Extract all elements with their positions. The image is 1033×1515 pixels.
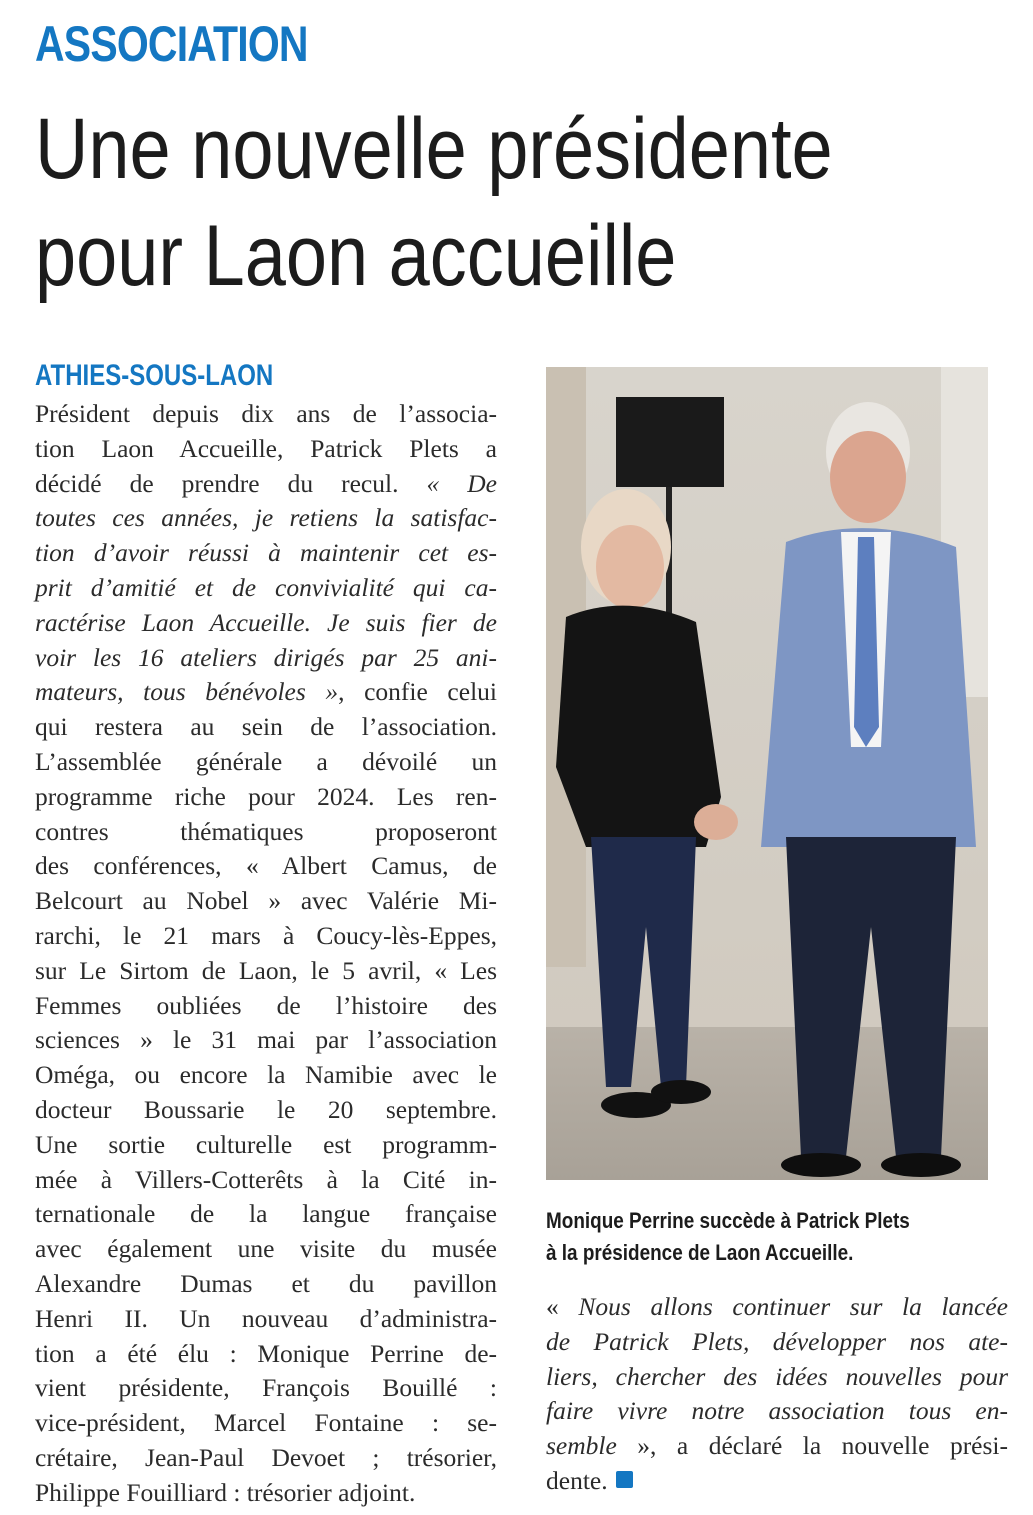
quote-open: « xyxy=(546,1292,579,1321)
body-line: toutes ces années, je retiens la satisfac- xyxy=(35,503,497,533)
quote-end: dente. xyxy=(546,1465,608,1495)
body-line: tion Laon Accueille, Patrick Plets a xyxy=(35,433,497,463)
dateline: ATHIES-SOUS-LAON xyxy=(35,359,274,392)
headline-line-1: Une nouvelle présidente xyxy=(35,101,833,197)
photo-caption xyxy=(546,1205,950,1269)
quote-text: semble xyxy=(546,1431,617,1461)
body-line: tion a été élu : Monique Perrine de- xyxy=(35,1338,497,1368)
body-line: rarchi, le 21 mars à Coucy-lès-Eppes, xyxy=(35,920,497,950)
body-line: L’assemblée générale a dévoilé un xyxy=(35,746,497,776)
body-line: docteur Boussarie le 20 septembre. xyxy=(35,1094,497,1124)
body-line: sciences » le 31 mai par l’association xyxy=(35,1025,497,1055)
section-kicker: ASSOCIATION xyxy=(35,16,308,72)
body-line: Oméga, ou encore la Namibie avec le xyxy=(35,1060,497,1090)
quote-line: liers, chercher des idées nouvelles pour xyxy=(546,1361,1008,1391)
body-line: voir les 16 ateliers dirigés par 25 ani- xyxy=(35,642,497,672)
man-shoe xyxy=(881,1153,961,1177)
body-line: Président depuis dix ans de l’associa- xyxy=(35,399,497,428)
man-shoe xyxy=(781,1153,861,1177)
article-photo xyxy=(546,367,988,1180)
held-hands xyxy=(694,804,738,840)
body-line: programme riche pour 2024. Les ren- xyxy=(35,781,497,811)
body-line: vient présidente, François Bouillé : xyxy=(35,1373,497,1403)
body-line: ternationale de la langue française xyxy=(35,1199,497,1229)
body-text: décidé de prendre du recul. xyxy=(35,468,427,498)
body-line: des conférences, « Albert Camus, de xyxy=(35,851,497,881)
quote-line: faire vivre notre association tous en- xyxy=(546,1396,1008,1426)
quote-text: mateurs, tous bénévoles » xyxy=(35,677,339,707)
headline-line-2: pour Laon accueille xyxy=(35,208,677,304)
body-line: Philippe Fouilliard : trésorier adjoint. xyxy=(35,1477,416,1507)
body-line: tion d’avoir réussi à maintenir cet es- xyxy=(35,538,497,568)
end-of-article-icon xyxy=(616,1471,633,1488)
body-line xyxy=(35,467,497,502)
photo-illustration xyxy=(546,367,988,1180)
body-line: Une sortie culturelle est programm- xyxy=(35,1129,497,1159)
man-face xyxy=(830,431,906,523)
body-line: sur Le Sirtom de Laon, le 5 avril, « Les xyxy=(35,955,497,985)
article-body xyxy=(35,397,497,1511)
quote-line xyxy=(546,1429,1008,1464)
woman-cardigan xyxy=(556,606,721,847)
quote-text: Nous allons continuer sur la lancée xyxy=(578,1292,1009,1321)
quote-line xyxy=(546,1464,1008,1499)
body-line: Alexandre Dumas et du pavillon xyxy=(35,1268,497,1298)
body-line: prit d’amitié et de convivialité qui ca- xyxy=(35,572,497,602)
article-headline xyxy=(35,96,981,310)
woman-face xyxy=(596,525,664,609)
body-line xyxy=(35,675,497,710)
body-line: ractérise Laon Accueille. Je suis fier de xyxy=(35,607,497,637)
body-line: vice-président, Marcel Fontaine : se- xyxy=(35,1408,497,1438)
quote-line: de Patrick Plets, développer nos ate- xyxy=(546,1326,1008,1356)
body-line: Henri II. Un nouveau d’administra- xyxy=(35,1303,497,1333)
body-line: Femmes oubliées de l’histoire des xyxy=(35,990,497,1020)
body-text: , confie celui xyxy=(338,677,497,707)
closing-quote xyxy=(546,1290,1008,1499)
caption-line-1: Monique Perrine succède à Patrick Plets xyxy=(546,1208,910,1233)
quote-text: « De xyxy=(426,468,497,498)
body-line: qui restera au sein de l’association. xyxy=(35,712,497,742)
music-stand xyxy=(616,397,724,487)
quote-line xyxy=(546,1290,1008,1325)
body-line: contres thématiques proposeront xyxy=(35,816,497,846)
body-line: Belcourt au Nobel » avec Valérie Mi- xyxy=(35,886,497,916)
body-line: avec également une visite du musée xyxy=(35,1234,497,1264)
body-line: crétaire, Jean-Paul Devoet ; trésorier, xyxy=(35,1442,497,1472)
woman-shoe xyxy=(651,1080,711,1104)
body-line: mée à Villers-Cotterêts à la Cité in- xyxy=(35,1164,497,1194)
quote-attribution: », a déclaré la nouvelle prési- xyxy=(616,1431,1008,1461)
caption-line-2: à la présidence de Laon Accueille. xyxy=(546,1240,854,1265)
